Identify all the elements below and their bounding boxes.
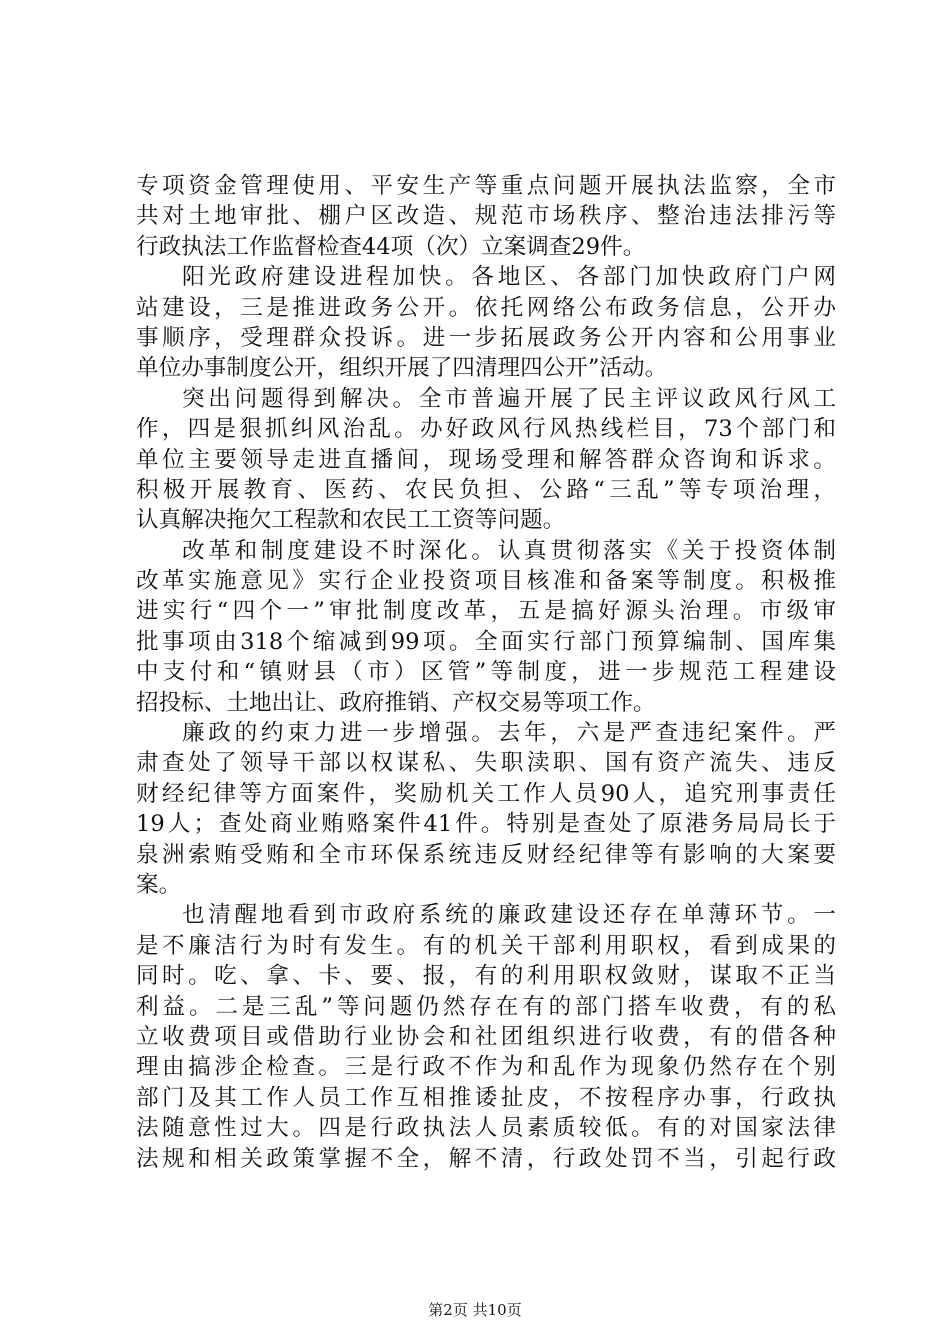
text-line: 积极开展教育、医药、农民负担、公路“三乱”等专项治理， [136, 476, 836, 503]
text-line: 招投标、土地出让、政府推销、产权交易等项工作。 [136, 689, 656, 716]
text-line: 同时。吃、拿、卡、要、报，有的利用职权敛财，谋取不正当 [136, 963, 836, 990]
document-body [136, 171, 836, 1174]
text-line: 专项资金管理使用、平安生产等重点问题开展执法监察，全市 [136, 173, 836, 199]
text-line: 作，四是狠抓纠风治乱。办好政风行风热线栏目，73个部门和 [136, 416, 836, 443]
text-line: 利益。二是三乱”等问题仍然存在有的部门搭车收费，有的私 [136, 993, 836, 1020]
text-line: 单位主要领导走进直播间，现场受理和解答群众咨询和诉求。 [136, 446, 836, 473]
page-footer: 第2页 共10页 [428, 1301, 522, 1319]
text-line: 法规和相关政策掌握不全，解不清，行政处罚不当，引起行政 [136, 1145, 836, 1172]
text-line: 肃查处了领导干部以权谋私、失职渎职、国有资产流失、违反 [136, 750, 836, 777]
text-line: 事顺序，受理群众投诉。进一步拓展政务公开内容和公用事业 [136, 324, 836, 351]
text-line: 立收费项目或借助行业协会和社团组织进行收费，有的借各种 [136, 1023, 836, 1050]
text-line: 单位办事制度公开，组织开展了四清理四公开”活动。 [136, 355, 668, 382]
text-line: 理由搞涉企检查。三是行政不作为和乱作为现象仍然存在个别 [136, 1054, 836, 1081]
text-line: 19人；查处商业贿赂案件41件。特别是查处了原港务局局长于 [136, 811, 836, 838]
text-line: 认真解决拖欠工程款和农民工工资等问题。 [136, 507, 566, 534]
text-line: 案。 [136, 871, 182, 898]
text-line: 改革和制度建设不时深化。认真贯彻落实《关于投资体制 [182, 537, 836, 564]
text-line: 突出问题得到解决。全市普遍开展了民主评议政风行风工 [182, 385, 836, 412]
text-line: 站建设，三是推进政务公开。依托网络公布政务信息，公开办 [136, 294, 836, 321]
text-line: 财经纪律等方面案件，奖励机关工作人员90人，追究刑事责任 [136, 780, 836, 807]
text-line: 批事项由318个缩减到99项。全面实行部门预算编制、国库集 [136, 628, 836, 655]
text-line: 是不廉洁行为时有发生。有的机关干部利用职权，看到成果的 [136, 932, 836, 959]
text-line: 法随意性过大。四是行政执法人员素质较低。有的对国家法律 [136, 1115, 836, 1142]
text-line: 中支付和“镇财县（市）区管”等制度，进一步规范工程建设 [136, 659, 836, 686]
text-line: 泉洲索贿受贿和全市环保系统违反财经纪律等有影响的大案要 [136, 841, 836, 868]
text-line: 部门及其工作人员工作互相推诿扯皮，不按程序办事，行政执 [136, 1084, 836, 1111]
text-line: 阳光政府建设进程加快。各地区、各部门加快政府门户网 [182, 264, 836, 291]
text-line: 也清醒地看到市政府系统的廉政建设还存在单薄环节。一 [182, 902, 836, 929]
text-line: 进实行“四个一”审批制度改革，五是搞好源头治理。市级审 [136, 598, 836, 625]
text-line: 行政执法工作监督检查44项（次）立案调查29件。 [136, 233, 646, 260]
text-line: 共对土地审批、棚户区改造、规范市场秩序、整治违法排污等 [136, 203, 836, 230]
text-line: 廉政的约束力进一步增强。去年，六是严查违纪案件。严 [182, 720, 836, 747]
text-line: 改革实施意见》实行企业投资项目核准和备案等制度。积极推 [136, 568, 836, 595]
